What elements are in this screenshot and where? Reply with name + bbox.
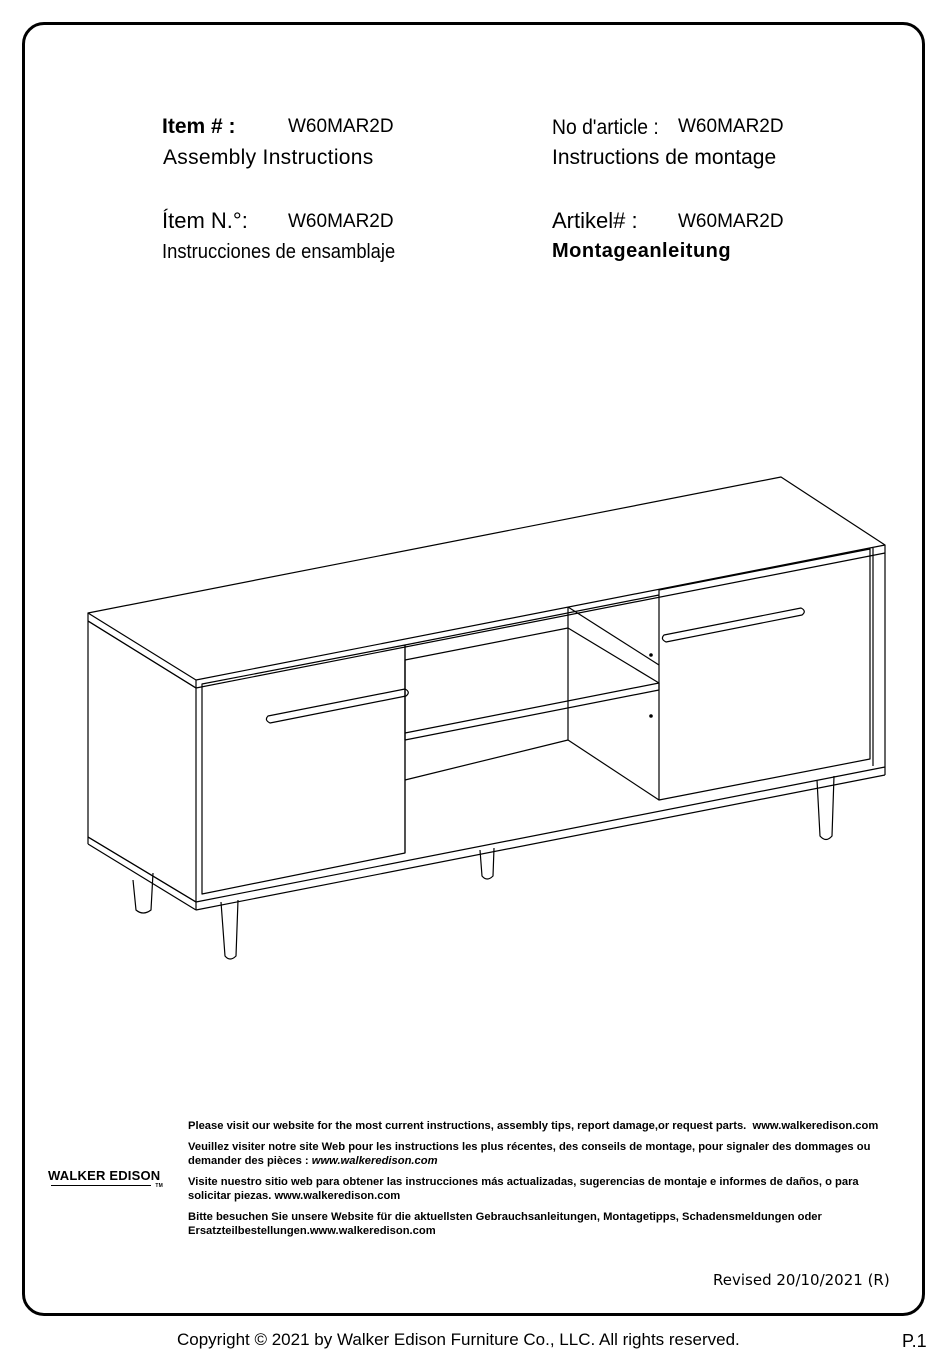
- page-number: P.1: [902, 1331, 927, 1351]
- note-en-url[interactable]: www.walkeredison.com: [752, 1120, 879, 1132]
- note-fr-text: Veuillez visiter notre site Web pour les instructions les plus récentes, des conseils de montage, pour signaler des dommages ou demander des pièces :: [188, 1140, 871, 1168]
- revised-date: Revised 20/10/2021 (R): [713, 1271, 890, 1289]
- note-es-text: Visite nuestro sitio web para obtener las instrucciones más actualizadas, sugerencias de montaje e informes de daños, o para solicitar piezas.: [188, 1175, 859, 1203]
- logo-underline: [51, 1183, 163, 1189]
- item-value-es: W60MAR2D: [288, 211, 394, 232]
- website-notes: [188, 1119, 900, 1245]
- subtitle-en: Assembly Instructions: [163, 146, 374, 169]
- note-fr-url[interactable]: www.walkeredison.com: [311, 1155, 438, 1168]
- item-label-fr: No d'article :: [552, 116, 659, 139]
- item-value-en: W60MAR2D: [288, 116, 394, 137]
- note-en-text: Please visit our website for the most current instructions, assembly tips, report damage,or request parts.: [188, 1120, 747, 1132]
- note-en: [188, 1119, 900, 1134]
- logo-text: WALKER EDISON: [48, 1168, 161, 1183]
- note-fr: [188, 1140, 900, 1169]
- item-label-en: Item # :: [162, 115, 236, 138]
- item-label-de: Artikel# :: [552, 208, 638, 233]
- note-de: [188, 1210, 900, 1239]
- copyright-footer: Copyright © 2021 by Walker Edison Furniture Co., LLC. All rights reserved.: [177, 1330, 740, 1349]
- subtitle-es: Instrucciones de ensamblaje: [162, 241, 396, 263]
- logo-tm: TM: [155, 1183, 163, 1189]
- item-value-fr: W60MAR2D: [678, 116, 784, 137]
- note-es: [188, 1175, 900, 1204]
- tv-stand-drawing-icon: [75, 470, 895, 970]
- item-label-es: Ítem N.°:: [162, 208, 248, 233]
- note-de-url[interactable]: www.walkeredison.com: [309, 1225, 436, 1238]
- subtitle-de: Montageanleitung: [552, 240, 732, 262]
- walker-edison-logo: [48, 1168, 166, 1189]
- note-es-url[interactable]: www.walkeredison.com: [274, 1190, 401, 1203]
- item-value-de: W60MAR2D: [678, 211, 784, 232]
- subtitle-fr: Instructions de montage: [552, 146, 777, 169]
- note-de-text: Bitte besuchen Sie unsere Website für die aktuellsten Gebrauchsanleitungen, Montagetipps, Schadensmeldungen oder Ersatzteilbestellungen.: [188, 1210, 822, 1238]
